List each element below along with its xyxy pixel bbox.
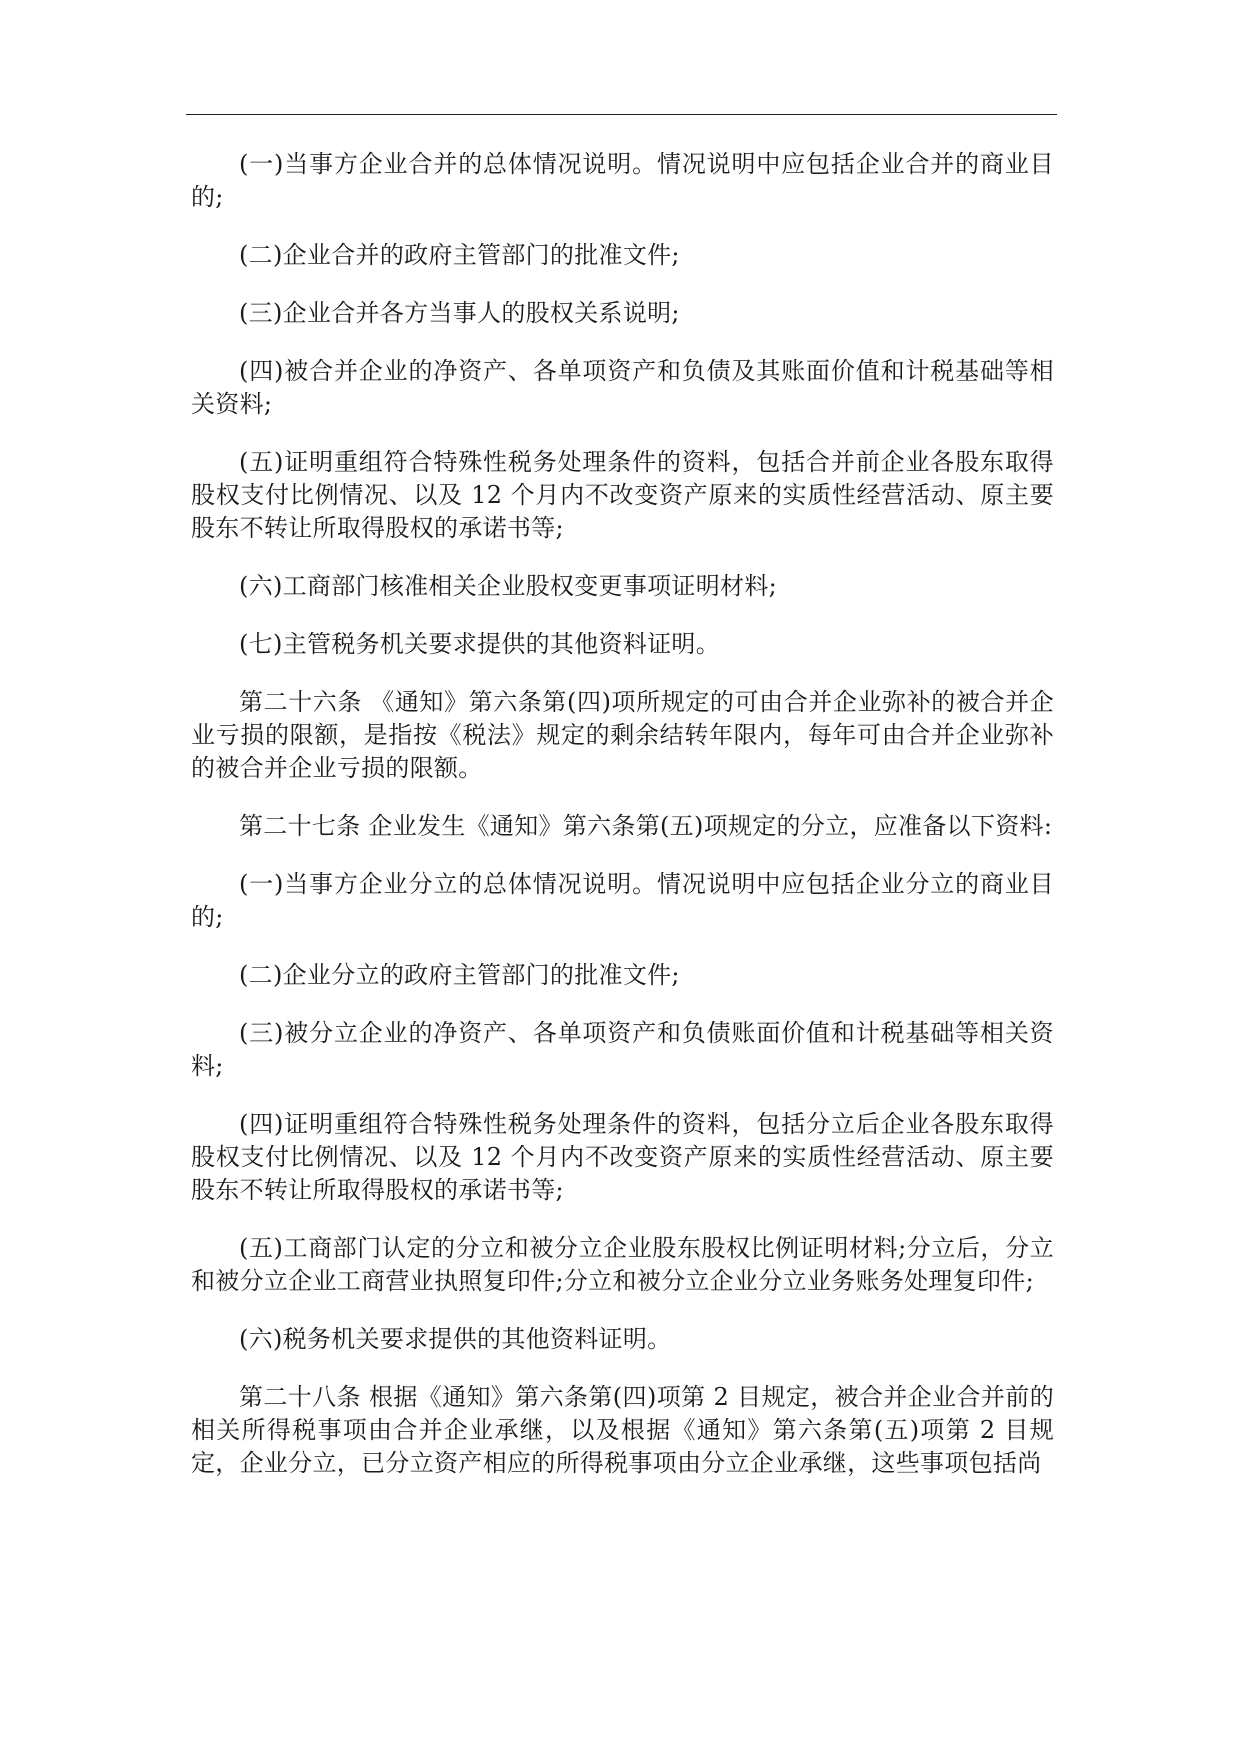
paragraph-article-26: 第二十六条 《通知》第六条第(四)项所规定的可由合并企业弥补的被合并企业亏损的限额，是指按《税法》规定的剩余结转年限内，每年可由合并企业弥补的被合并企业亏损的限额。 bbox=[191, 688, 1054, 782]
paragraph-split-approval: (二)企业分立的政府主管部门的批准文件; bbox=[239, 961, 680, 989]
paragraph-split-special-treatment: (四)证明重组符合特殊性税务处理条件的资料，包括分立后企业各股东取得股权支付比例情况、以及 12 个月内不改变资产原来的实质性经营活动、原主要股东不转让所取得股权的承诺书等; bbox=[191, 1110, 1054, 1204]
paragraph-article-28: 第二十八条 根据《通知》第六条第(四)项第 2 目规定，被合并企业合并前的相关所得税事项由合并企业承继，以及根据《通知》第六条第(五)项第 2 目规定，企业分立，已分立资产相应的所得税事项由分立企业承继，这些事项包括尚 bbox=[191, 1383, 1054, 1477]
document-body bbox=[191, 148, 1054, 1505]
paragraph-article-27: 第二十七条 企业发生《通知》第六条第(五)项规定的分立，应准备以下资料: bbox=[239, 812, 1053, 840]
paragraph-merger-equity-relations: (三)企业合并各方当事人的股权关系说明; bbox=[239, 299, 680, 327]
paragraph-split-assets: (三)被分立企业的净资产、各单项资产和负债账面价值和计税基础等相关资料; bbox=[191, 1019, 1054, 1080]
paragraph-split-other-docs: (六)税务机关要求提供的其他资料证明。 bbox=[239, 1325, 672, 1353]
paragraph-split-registration: (五)工商部门认定的分立和被分立企业股东股权比例证明材料;分立后，分立和被分立企业工商营业执照复印件;分立和被分立企业分立业务账务处理复印件; bbox=[191, 1234, 1054, 1295]
paragraph-merger-other-docs: (七)主管税务机关要求提供的其他资料证明。 bbox=[239, 630, 721, 658]
header-rule bbox=[186, 114, 1057, 115]
paragraph-merger-overview: (一)当事方企业合并的总体情况说明。情况说明中应包括企业合并的商业目的; bbox=[191, 150, 1054, 211]
paragraph-merger-special-treatment: (五)证明重组符合特殊性税务处理条件的资料，包括合并前企业各股东取得股权支付比例情况、以及 12 个月内不改变资产原来的实质性经营活动、原主要股东不转让所取得股权的承诺书等; bbox=[191, 448, 1054, 542]
paragraph-merger-registration: (六)工商部门核准相关企业股权变更事项证明材料; bbox=[239, 572, 778, 600]
paragraph-merged-assets: (四)被合并企业的净资产、各单项资产和负债及其账面价值和计税基础等相关资料; bbox=[191, 357, 1054, 418]
paragraph-split-overview: (一)当事方企业分立的总体情况说明。情况说明中应包括企业分立的商业目的; bbox=[191, 870, 1054, 931]
paragraph-merger-approval: (二)企业合并的政府主管部门的批准文件; bbox=[239, 241, 680, 269]
